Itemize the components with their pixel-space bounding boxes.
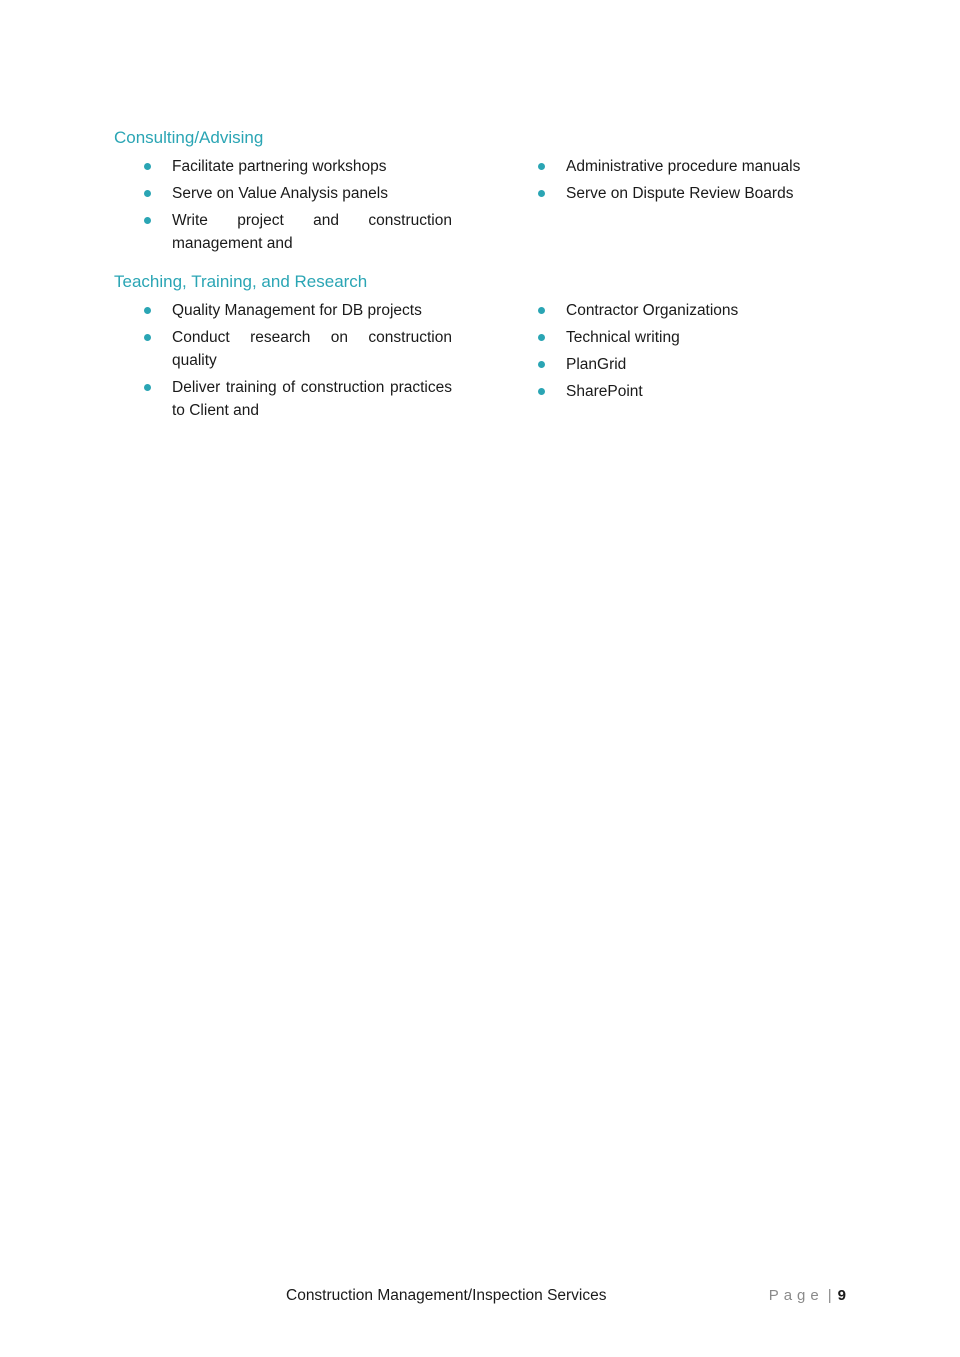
bullet-icon [144, 190, 151, 197]
list-item: PlanGrid [537, 353, 857, 376]
bullet-icon [538, 163, 545, 170]
page-label: Page [768, 1287, 824, 1304]
bullet-icon [538, 388, 545, 395]
list-item: Quality Management for DB projects [143, 299, 452, 322]
list-item: Contractor Organizations [537, 299, 857, 322]
consulting-list-left [143, 155, 452, 259]
list-item: Write project and construction management and [143, 209, 452, 255]
list-item: Deliver training of construction practices to Client and [143, 376, 452, 422]
bullet-icon [144, 384, 151, 391]
bullet-icon [538, 334, 545, 341]
bullet-icon [144, 163, 151, 170]
list-item: Administrative procedure manuals [537, 155, 857, 178]
page-number: 9 [837, 1287, 846, 1304]
bullet-icon [144, 217, 151, 224]
section-heading-teaching: Teaching, Training, and Research [114, 272, 368, 291]
teaching-list-left [143, 299, 452, 426]
page-number-block [769, 1287, 846, 1304]
bullet-icon [538, 307, 545, 314]
list-item: Facilitate partnering workshops [143, 155, 452, 178]
list-item: Serve on Dispute Review Boards [537, 182, 857, 205]
consulting-list-right [537, 155, 857, 209]
bullet-icon [144, 307, 151, 314]
bullet-icon [538, 361, 545, 368]
bullet-icon [538, 190, 545, 197]
teaching-list-right [537, 299, 857, 407]
page-separator: | [827, 1287, 832, 1304]
bullet-icon [144, 334, 151, 341]
section-heading-consulting: Consulting/Advising [114, 128, 264, 147]
list-item: Conduct research on construction quality [143, 326, 452, 372]
footer-title: Construction Management/Inspection Services [286, 1287, 607, 1304]
list-item: Serve on Value Analysis panels [143, 182, 452, 205]
list-item: SharePoint [537, 380, 857, 403]
list-item: Technical writing [537, 326, 857, 349]
